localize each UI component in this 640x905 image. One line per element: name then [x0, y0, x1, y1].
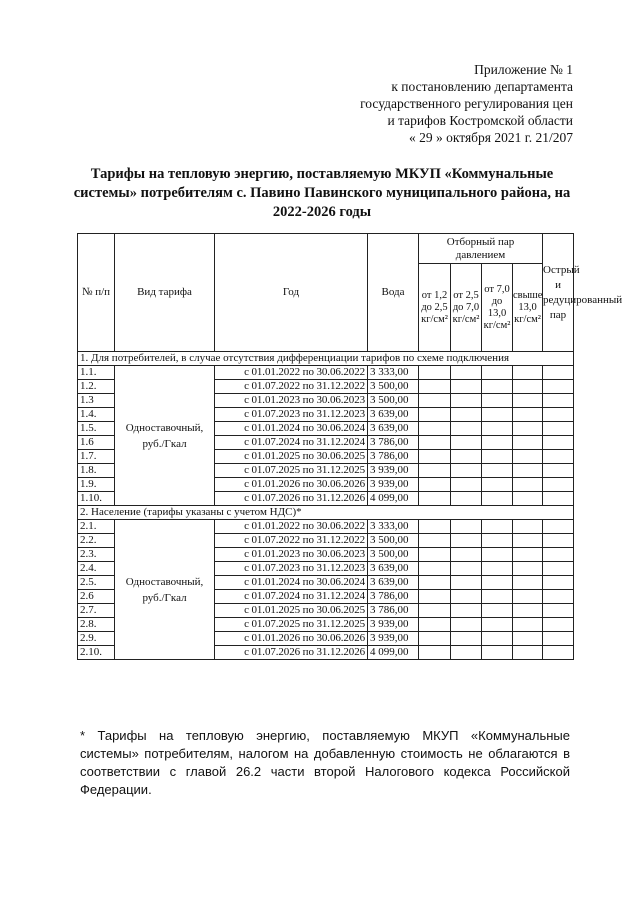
empty-steam-cell — [451, 604, 482, 618]
water-price-cell: 3 786,00 — [368, 604, 419, 618]
empty-steam-cell — [419, 478, 451, 492]
empty-steam-cell — [543, 576, 574, 590]
empty-steam-cell — [419, 604, 451, 618]
empty-steam-cell — [451, 478, 482, 492]
period-cell: с 01.01.2024 по 30.06.2024 — [215, 576, 368, 590]
empty-steam-cell — [513, 492, 543, 506]
empty-steam-cell — [451, 436, 482, 450]
empty-steam-cell — [451, 618, 482, 632]
empty-steam-cell — [543, 436, 574, 450]
water-price-cell: 3 786,00 — [368, 436, 419, 450]
header-num: № п/п — [78, 234, 115, 352]
row-number: 1.8. — [78, 464, 115, 478]
water-price-cell: 3 939,00 — [368, 478, 419, 492]
empty-steam-cell — [451, 562, 482, 576]
empty-steam-cell — [513, 422, 543, 436]
empty-steam-cell — [419, 520, 451, 534]
period-cell: с 01.01.2023 по 30.06.2023 — [215, 548, 368, 562]
empty-steam-cell — [543, 492, 574, 506]
water-price-cell: 3 500,00 — [368, 380, 419, 394]
row-number: 1.2. — [78, 380, 115, 394]
empty-steam-cell — [451, 520, 482, 534]
row-number: 1.1. — [78, 366, 115, 380]
empty-steam-cell — [513, 646, 543, 660]
empty-steam-cell — [482, 604, 513, 618]
empty-steam-cell — [513, 534, 543, 548]
period-cell: с 01.01.2022 по 30.06.2022 — [215, 366, 368, 380]
water-price-cell: 3 786,00 — [368, 450, 419, 464]
empty-steam-cell — [543, 408, 574, 422]
row-number: 1.10. — [78, 492, 115, 506]
empty-steam-cell — [543, 464, 574, 478]
empty-steam-cell — [513, 590, 543, 604]
header-steam-1: от 1,2 до 2,5 кг/см² — [419, 264, 451, 352]
tariff-table — [77, 233, 623, 660]
period-cell: с 01.07.2024 по 31.12.2024 — [215, 590, 368, 604]
empty-steam-cell — [513, 548, 543, 562]
empty-steam-cell — [419, 590, 451, 604]
empty-steam-cell — [543, 548, 574, 562]
row-number: 1.7. — [78, 450, 115, 464]
header-year: Год — [215, 234, 368, 352]
empty-steam-cell — [419, 450, 451, 464]
appendix-line: и тарифов Костромской области — [387, 113, 573, 128]
empty-steam-cell — [482, 478, 513, 492]
empty-steam-cell — [513, 366, 543, 380]
tariff-table-body — [78, 352, 574, 660]
empty-steam-cell — [543, 534, 574, 548]
empty-steam-cell — [543, 646, 574, 660]
water-price-cell: 3 500,00 — [368, 394, 419, 408]
row-number: 1.3 — [78, 394, 115, 408]
empty-steam-cell — [419, 632, 451, 646]
empty-steam-cell — [419, 422, 451, 436]
water-price-cell: 3 500,00 — [368, 548, 419, 562]
empty-steam-cell — [543, 366, 574, 380]
empty-steam-cell — [451, 534, 482, 548]
empty-steam-cell — [513, 604, 543, 618]
empty-steam-cell — [419, 464, 451, 478]
empty-steam-cell — [513, 562, 543, 576]
empty-steam-cell — [543, 604, 574, 618]
water-price-cell: 3 939,00 — [368, 464, 419, 478]
empty-steam-cell — [513, 408, 543, 422]
period-cell: с 01.07.2026 по 31.12.2026 — [215, 646, 368, 660]
row-number: 2.1. — [78, 520, 115, 534]
empty-steam-cell — [543, 520, 574, 534]
empty-steam-cell — [513, 380, 543, 394]
empty-steam-cell — [451, 380, 482, 394]
period-cell: с 01.01.2022 по 30.06.2022 — [215, 520, 368, 534]
empty-steam-cell — [419, 548, 451, 562]
empty-steam-cell — [451, 646, 482, 660]
row-number: 2.4. — [78, 562, 115, 576]
empty-steam-cell — [482, 520, 513, 534]
empty-steam-cell — [419, 366, 451, 380]
empty-steam-cell — [451, 394, 482, 408]
section-title: 1. Для потребителей, в случае отсутствия дифференциации тарифов по схеме подключения — [78, 352, 574, 366]
row-number: 2.5. — [78, 576, 115, 590]
period-cell: с 01.07.2026 по 31.12.2026 — [215, 492, 368, 506]
appendix-date-line: « 29 » октября 2021 г. 21/207 — [408, 130, 573, 145]
empty-steam-cell — [513, 576, 543, 590]
empty-steam-cell — [482, 576, 513, 590]
water-price-cell: 3 500,00 — [368, 534, 419, 548]
empty-steam-cell — [543, 450, 574, 464]
empty-steam-cell — [482, 436, 513, 450]
section-title: 2. Население (тарифы указаны с учетом НДС)* — [78, 506, 574, 520]
empty-steam-cell — [451, 576, 482, 590]
empty-steam-cell — [513, 464, 543, 478]
empty-steam-cell — [513, 450, 543, 464]
empty-steam-cell — [513, 618, 543, 632]
empty-steam-cell — [451, 366, 482, 380]
period-cell: с 01.01.2023 по 30.06.2023 — [215, 394, 368, 408]
empty-steam-cell — [482, 366, 513, 380]
empty-steam-cell — [543, 394, 574, 408]
empty-steam-cell — [419, 562, 451, 576]
footnote: * Тарифы на тепловую энергию, поставляемую МКУП «Коммунальные системы» потребителям, налогом на добавленную стоимость не облагаются в соответствии с главой 26.2 части второй Налогового кодекса Российской Федерации. — [80, 728, 570, 797]
appendix-line: к постановлению департамента — [391, 79, 573, 94]
water-price-cell: 3 939,00 — [368, 632, 419, 646]
section-header-row — [78, 506, 574, 520]
period-cell: с 01.01.2026 по 30.06.2026 — [215, 478, 368, 492]
water-price-cell: 3 939,00 — [368, 618, 419, 632]
empty-steam-cell — [451, 422, 482, 436]
empty-steam-cell — [419, 408, 451, 422]
header-steam-group: Отборный пар давлением — [419, 234, 543, 264]
empty-steam-cell — [419, 394, 451, 408]
water-price-cell: 4 099,00 — [368, 492, 419, 506]
water-price-cell: 3 639,00 — [368, 562, 419, 576]
table-row — [78, 366, 574, 380]
period-cell: с 01.01.2024 по 30.06.2024 — [215, 422, 368, 436]
table-row — [78, 520, 574, 534]
water-price-cell: 4 099,00 — [368, 646, 419, 660]
empty-steam-cell — [543, 478, 574, 492]
empty-steam-cell — [451, 548, 482, 562]
empty-steam-cell — [543, 618, 574, 632]
empty-steam-cell — [419, 576, 451, 590]
empty-steam-cell — [482, 408, 513, 422]
period-cell: с 01.07.2022 по 31.12.2022 — [215, 534, 368, 548]
header-sharp-steam: Острый и редуцированный пар — [543, 234, 574, 352]
empty-steam-cell — [419, 534, 451, 548]
header-steam-2: от 2,5 до 7,0 кг/см² — [451, 264, 482, 352]
empty-steam-cell — [451, 492, 482, 506]
row-number: 2.2. — [78, 534, 115, 548]
header-kind: Вид тарифа — [115, 234, 215, 352]
empty-steam-cell — [543, 632, 574, 646]
empty-steam-cell — [482, 380, 513, 394]
header-steam-3: от 7,0 до 13,0 кг/см² — [482, 264, 513, 352]
period-cell: с 01.07.2024 по 31.12.2024 — [215, 436, 368, 450]
header-water: Вода — [368, 234, 419, 352]
period-cell: с 01.01.2026 по 30.06.2026 — [215, 632, 368, 646]
appendix-block — [253, 61, 573, 146]
period-cell: с 01.01.2025 по 30.06.2025 — [215, 450, 368, 464]
row-number: 1.4. — [78, 408, 115, 422]
empty-steam-cell — [451, 590, 482, 604]
row-number: 1.6 — [78, 436, 115, 450]
row-number: 1.9. — [78, 478, 115, 492]
row-number: 2.7. — [78, 604, 115, 618]
water-price-cell: 3 639,00 — [368, 576, 419, 590]
empty-steam-cell — [513, 478, 543, 492]
water-price-cell: 3 639,00 — [368, 408, 419, 422]
period-cell: с 01.07.2025 по 31.12.2025 — [215, 618, 368, 632]
row-number: 2.8. — [78, 618, 115, 632]
empty-steam-cell — [482, 534, 513, 548]
row-number: 2.9. — [78, 632, 115, 646]
empty-steam-cell — [513, 394, 543, 408]
empty-steam-cell — [482, 646, 513, 660]
empty-steam-cell — [451, 408, 482, 422]
empty-steam-cell — [543, 562, 574, 576]
empty-steam-cell — [482, 394, 513, 408]
water-price-cell: 3 333,00 — [368, 366, 419, 380]
period-cell: с 01.07.2023 по 31.12.2023 — [215, 408, 368, 422]
empty-steam-cell — [451, 450, 482, 464]
document-title: Тарифы на тепловую энергию, поставляемую МКУП «Коммунальные системы» потребителям с. Павино Павинского муниципального района, на 2022-2026 годы — [73, 166, 571, 220]
appendix-line: государственного регулирования цен — [360, 96, 573, 111]
empty-steam-cell — [513, 520, 543, 534]
empty-steam-cell — [419, 380, 451, 394]
water-price-cell: 3 786,00 — [368, 590, 419, 604]
empty-steam-cell — [543, 422, 574, 436]
tariff-kind: Одноставочный, руб./Гкал — [115, 520, 215, 660]
empty-steam-cell — [543, 590, 574, 604]
appendix-line: Приложение № 1 — [474, 62, 573, 77]
empty-steam-cell — [513, 632, 543, 646]
empty-steam-cell — [482, 590, 513, 604]
period-cell: с 01.07.2023 по 31.12.2023 — [215, 562, 368, 576]
empty-steam-cell — [513, 436, 543, 450]
empty-steam-cell — [451, 464, 482, 478]
empty-steam-cell — [482, 492, 513, 506]
row-number: 2.3. — [78, 548, 115, 562]
empty-steam-cell — [419, 436, 451, 450]
empty-steam-cell — [482, 618, 513, 632]
empty-steam-cell — [543, 380, 574, 394]
empty-steam-cell — [482, 548, 513, 562]
period-cell: с 01.01.2025 по 30.06.2025 — [215, 604, 368, 618]
empty-steam-cell — [451, 632, 482, 646]
water-price-cell: 3 333,00 — [368, 520, 419, 534]
tariff-kind: Одноставочный, руб./Гкал — [115, 366, 215, 506]
empty-steam-cell — [419, 646, 451, 660]
row-number: 2.6 — [78, 590, 115, 604]
header-steam-4: свыше 13,0 кг/см² — [513, 264, 543, 352]
period-cell: с 01.07.2025 по 31.12.2025 — [215, 464, 368, 478]
water-price-cell: 3 639,00 — [368, 422, 419, 436]
row-number: 2.10. — [78, 646, 115, 660]
period-cell: с 01.07.2022 по 31.12.2022 — [215, 380, 368, 394]
empty-steam-cell — [482, 450, 513, 464]
row-number: 1.5. — [78, 422, 115, 436]
section-header-row — [78, 352, 574, 366]
empty-steam-cell — [482, 422, 513, 436]
empty-steam-cell — [482, 562, 513, 576]
empty-steam-cell — [482, 632, 513, 646]
empty-steam-cell — [419, 492, 451, 506]
empty-steam-cell — [482, 464, 513, 478]
empty-steam-cell — [419, 618, 451, 632]
